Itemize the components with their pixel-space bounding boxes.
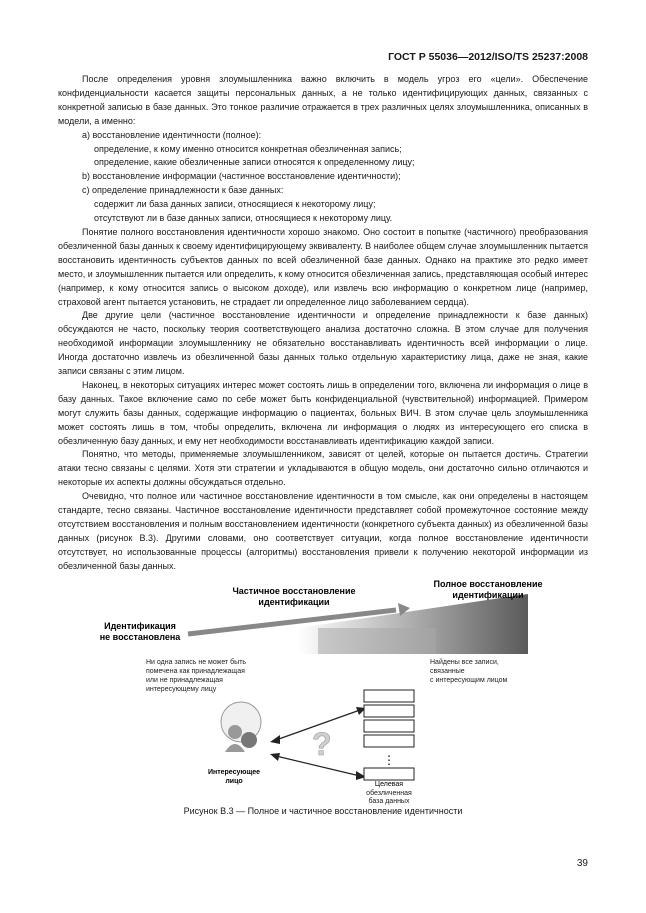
note-right-1: Найдены все записи,	[430, 659, 499, 666]
note-left-1: Ни одна запись не может быть	[146, 659, 247, 666]
paragraph: Наконец, в некоторых ситуациях интерес может состоять лишь в определении того, включена ли информация о лице в базу данных. Такое включение само по себе может быть конфиденциальной (чувствительной) информацией. Примером могут служить базы данных, содержащие информацию о пациентах, больных ВИЧ. В этом случае цель злоумышленника может состоять лишь в том, чтобы определить, включена ли информация о людях из интересующего его списка в обезличенную базу данных, и ему нет необходимости восстанавливать идентификацию каждой записи.	[58, 379, 588, 446]
label-full-1: Полное восстановление	[433, 579, 543, 589]
page-number: 39	[576, 858, 588, 869]
question-mark-icon: ?	[312, 726, 332, 762]
db-label-lower	[354, 790, 424, 806]
note-right-3: с интересующим лицом	[430, 677, 508, 684]
label-none-1: Идентификация	[104, 621, 176, 631]
document-header: ГОСТ Р 55036—2012/ISO/TS 25237:2008	[388, 51, 588, 63]
figure-b3	[58, 570, 588, 805]
partial-bar	[318, 628, 436, 654]
paragraph: b) восстановление информации (частичное восстановление идентичности);	[82, 171, 401, 182]
paragraph: Понятие полного восстановления идентичности хорошо знакомо. Оно состоит в попытке (частичного) преобразования обезличенной базы данных к своему идентифицирующему эквиваленту. В наиболее общем случае злоумышленник пытается восстановить идентичность субъектов данных по всей обезличенной базе данных. Однако на практике это редко имеет место, и злоумышленник пытается или определить, к кому относится обезличенная запись, представляющая особый интерес (например, к кому относится запись о высоком доходе), или извлечь всю информацию о конкретном лице (например, страховой агент пытается установить, не страдает ли определенное лицо заболеванием сердца).	[58, 226, 588, 307]
paragraph: определение, к кому именно относится конкретная обезличенная запись;	[94, 143, 402, 154]
paragraph: c) определение принадлежности к базе данных:	[82, 185, 284, 196]
paragraph: Очевидно, что полное или частичное восстановление идентичности в том смысле, как они определены в настоящем стандарте, тесно связаны. Частичное восстановление идентичности представляет собой промежуточное состояние между отсутствием восстановления и полным восстановлением идентичности (конкретного субъекта данных) из обезличенной базы данных (рисунок В.3). Другими словами, оно соответствует ситуации, когда полное восстановление идентичности отсутствует, но использованные процессы (алгоритмы) восстановления привели к получению некоторой информации из обезличенной базы данных.	[58, 491, 588, 571]
paragraph: Понятно, что методы, применяемые злоумышленником, зависят от целей, которые он пытается достичь. Стратегии атаки тесно связаны с целями. Хотя эти стратегии и укладываются в общую модель, они достаточно сильно отличаются и некоторые их аспекты должны обсуждаться отдельно.	[58, 449, 588, 488]
note-left-3: или не принадлежащая	[146, 677, 223, 684]
db-label-3: база данных	[368, 798, 410, 805]
identity-restoration-diagram	[58, 570, 588, 792]
label-partial-2: идентификации	[258, 597, 330, 607]
paragraph: содержит ли база данных записи, относящиеся к некоторому лицу;	[94, 199, 376, 210]
label-full-2: идентификации	[452, 590, 524, 600]
db-label-2: обезличенная	[366, 790, 412, 797]
body-text	[58, 73, 588, 574]
person-label-2: лицо	[225, 778, 243, 785]
label-none-2: не восстановлена	[99, 632, 181, 642]
label-partial-1: Частичное восстановление	[232, 586, 356, 596]
db-record	[364, 705, 414, 717]
note-left-4: интересующему лицу	[146, 686, 217, 693]
person-label-1: Интересующее	[207, 769, 261, 776]
link-arrowhead-upper-a	[270, 735, 280, 744]
db-record	[364, 720, 414, 732]
paragraph: отсутствуют ли в базе данных записи, относящиеся к некоторому лицу.	[94, 213, 393, 224]
note-left-2: помечена как принадлежащая	[146, 668, 245, 675]
db-label-1: Целевая	[374, 781, 404, 788]
db-record	[364, 768, 414, 780]
figure-caption: Рисунок В.3 — Полное и частичное восстановление идентичности	[183, 806, 463, 816]
paragraph: a) восстановление идентичности (полное):	[82, 129, 262, 140]
paragraph: Две другие цели (частичное восстановление идентичности и определение принадлежности к базе данных) обсуждаются не часто, поскольку теория соответствующего анализа достаточно сложна. В этом случае для получения необходимой информации злоумышленнику не обязательно восстанавливать идентичность всей информации о лице. Иногда достаточно извлечь из обезличенной базы данных только отдельную характеристику лица, даже не зная, какие записи связаны с этим лицом.	[58, 310, 588, 377]
person-icon	[221, 702, 261, 752]
link-arrowhead-lower-a	[270, 753, 280, 761]
db-record	[364, 735, 414, 747]
db-ellipsis: ⋮	[383, 753, 395, 767]
paragraph: определение, какие обезличенные записи относятся к определенному лицу;	[94, 157, 415, 168]
note-right-2: связанные	[430, 668, 465, 675]
paragraph: После определения уровня злоумышленника важно включить в модель угроз его «цели». Обеспечение конфиденциальности касается защиты персональных данных, а не только идентифицирующих данных, связанных с конкретной записью в базе данных. Это тонкое различие отражается в трех различных целях злоумышленника, описанных в модели, а именно:	[58, 74, 588, 126]
db-record	[364, 690, 414, 702]
